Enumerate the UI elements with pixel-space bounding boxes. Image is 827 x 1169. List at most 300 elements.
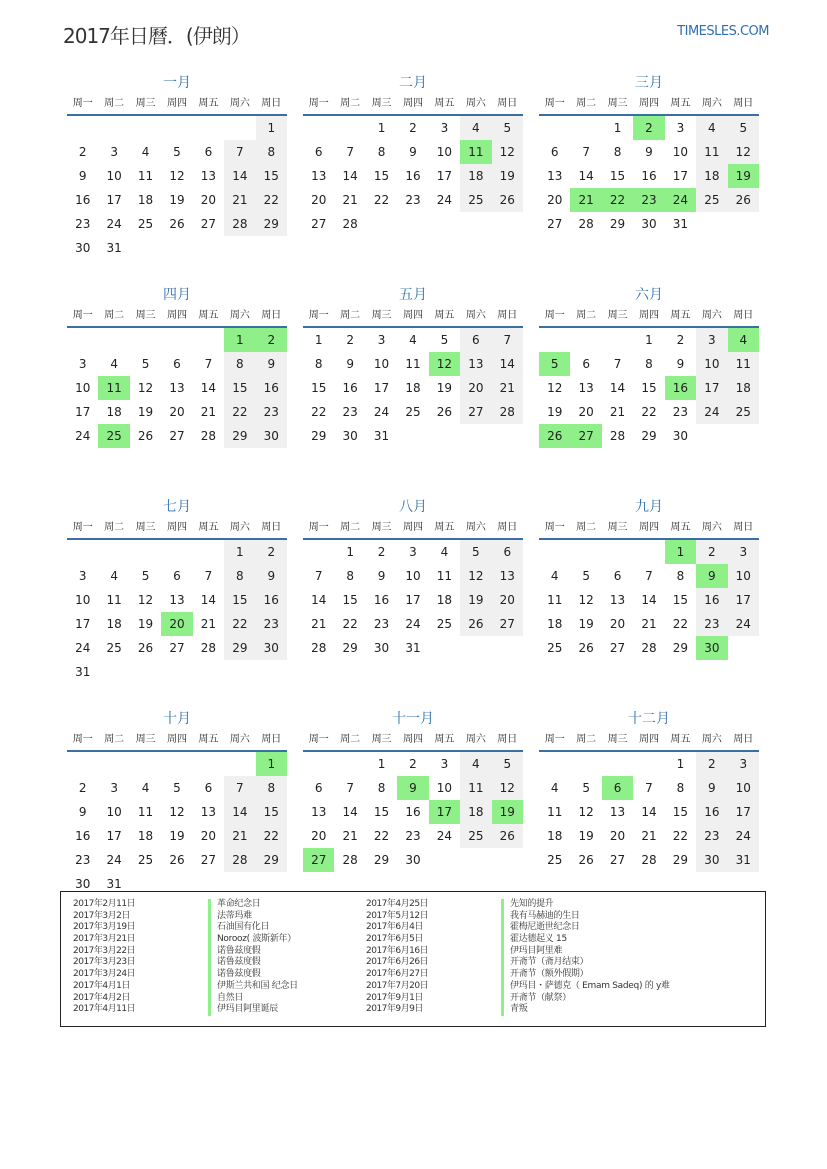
day-cell[interactable]: 28 [641, 853, 657, 867]
day-cell[interactable]: 2 [78, 145, 87, 159]
day-cell[interactable]: 24 [75, 429, 91, 443]
day-cell[interactable]: 5 [141, 357, 150, 371]
day-cell[interactable]: 22 [224, 400, 255, 424]
day-cell[interactable]: 8 [314, 357, 323, 371]
day-cell[interactable]: 6 [613, 569, 622, 583]
day-cell[interactable]: 31 [373, 429, 390, 443]
day-cell[interactable]: 27 [492, 612, 523, 636]
day-cell[interactable]: 2 [409, 757, 417, 771]
day-cell[interactable]: 26 [436, 405, 453, 419]
day-cell[interactable]: 16 [75, 193, 91, 207]
day-cell[interactable]: 22 [224, 612, 255, 636]
holiday-day-cell[interactable]: 17 [429, 800, 460, 824]
holiday-day-cell[interactable]: 25 [98, 424, 129, 448]
day-cell[interactable]: 16 [342, 381, 358, 395]
day-cell[interactable]: 26 [137, 429, 154, 443]
holiday-day-cell[interactable]: 27 [303, 848, 334, 872]
day-cell[interactable]: 29 [224, 424, 255, 448]
day-cell[interactable]: 6 [550, 145, 559, 159]
day-cell[interactable]: 28 [342, 217, 358, 231]
day-cell[interactable]: 3 [728, 540, 759, 564]
holiday-day-cell[interactable]: 4 [728, 328, 759, 352]
day-cell[interactable]: 16 [373, 593, 390, 607]
day-cell[interactable]: 22 [672, 829, 689, 843]
day-cell[interactable]: 4 [440, 545, 449, 559]
day-cell[interactable]: 16 [405, 169, 421, 183]
day-cell[interactable]: 16 [75, 829, 91, 843]
day-cell[interactable]: 12 [578, 593, 594, 607]
day-cell[interactable]: 19 [578, 829, 594, 843]
day-cell[interactable]: 22 [641, 405, 657, 419]
day-cell[interactable]: 29 [224, 636, 255, 660]
day-cell[interactable]: 6 [204, 145, 213, 159]
day-cell[interactable]: 16 [256, 376, 287, 400]
day-cell[interactable]: 26 [460, 612, 491, 636]
day-cell[interactable]: 31 [728, 848, 759, 872]
day-cell[interactable]: 13 [460, 352, 491, 376]
day-cell[interactable]: 18 [460, 800, 491, 824]
day-cell[interactable]: 23 [696, 824, 727, 848]
day-cell[interactable]: 1 [645, 333, 653, 347]
day-cell[interactable]: 20 [609, 829, 626, 843]
day-cell[interactable]: 13 [578, 381, 594, 395]
day-cell[interactable]: 1 [676, 757, 685, 771]
day-cell[interactable]: 31 [106, 877, 122, 891]
holiday-day-cell[interactable]: 1 [224, 328, 255, 352]
day-cell[interactable]: 10 [672, 145, 689, 159]
day-cell[interactable]: 4 [141, 781, 150, 795]
day-cell[interactable]: 6 [492, 540, 523, 564]
day-cell[interactable]: 2 [377, 545, 386, 559]
day-cell[interactable]: 17 [672, 169, 689, 183]
day-cell[interactable]: 7 [582, 145, 590, 159]
day-cell[interactable]: 24 [405, 617, 421, 631]
day-cell[interactable]: 20 [609, 617, 626, 631]
day-cell[interactable]: 21 [200, 617, 217, 631]
holiday-day-cell[interactable]: 30 [696, 636, 727, 660]
day-cell[interactable]: 7 [204, 569, 213, 583]
day-cell[interactable]: 14 [200, 593, 217, 607]
day-cell[interactable]: 9 [409, 145, 417, 159]
day-cell[interactable]: 1 [377, 757, 386, 771]
day-cell[interactable]: 25 [106, 641, 122, 655]
day-cell[interactable]: 9 [78, 805, 87, 819]
day-cell[interactable]: 13 [169, 381, 185, 395]
day-cell[interactable]: 8 [645, 357, 653, 371]
day-cell[interactable]: 25 [137, 853, 154, 867]
day-cell[interactable]: 22 [256, 188, 287, 212]
day-cell[interactable]: 21 [311, 617, 327, 631]
holiday-day-cell[interactable]: 5 [539, 352, 570, 376]
day-cell[interactable]: 30 [696, 848, 727, 872]
day-cell[interactable]: 9 [377, 569, 386, 583]
day-cell[interactable]: 30 [672, 429, 689, 443]
day-cell[interactable]: 12 [137, 593, 154, 607]
holiday-day-cell[interactable]: 6 [602, 776, 633, 800]
day-cell[interactable]: 22 [256, 824, 287, 848]
day-cell[interactable]: 27 [460, 400, 491, 424]
day-cell[interactable]: 31 [106, 241, 122, 255]
day-cell[interactable]: 2 [256, 540, 287, 564]
day-cell[interactable]: 9 [346, 357, 354, 371]
holiday-day-cell[interactable]: 26 [539, 424, 570, 448]
day-cell[interactable]: 12 [169, 169, 185, 183]
day-cell[interactable]: 21 [342, 829, 358, 843]
day-cell[interactable]: 18 [728, 376, 759, 400]
day-cell[interactable]: 13 [547, 169, 563, 183]
day-cell[interactable]: 27 [311, 217, 327, 231]
day-cell[interactable]: 19 [169, 193, 185, 207]
day-cell[interactable]: 21 [641, 617, 657, 631]
day-cell[interactable]: 19 [578, 617, 594, 631]
day-cell[interactable]: 9 [256, 564, 287, 588]
day-cell[interactable]: 6 [314, 145, 323, 159]
day-cell[interactable]: 18 [436, 593, 453, 607]
day-cell[interactable]: 26 [728, 188, 759, 212]
day-cell[interactable]: 9 [696, 776, 727, 800]
day-cell[interactable]: 27 [169, 429, 185, 443]
holiday-day-cell[interactable]: 24 [665, 188, 696, 212]
day-cell[interactable]: 14 [578, 169, 594, 183]
day-cell[interactable]: 18 [696, 164, 727, 188]
day-cell[interactable]: 11 [436, 569, 453, 583]
day-cell[interactable]: 10 [106, 169, 122, 183]
day-cell[interactable]: 4 [550, 569, 559, 583]
day-cell[interactable]: 24 [728, 612, 759, 636]
day-cell[interactable]: 6 [173, 569, 181, 583]
day-cell[interactable]: 9 [256, 352, 287, 376]
day-cell[interactable]: 29 [256, 212, 287, 236]
holiday-day-cell[interactable]: 11 [98, 376, 129, 400]
day-cell[interactable]: 17 [405, 593, 421, 607]
day-cell[interactable]: 3 [110, 781, 118, 795]
day-cell[interactable]: 5 [440, 333, 449, 347]
day-cell[interactable]: 15 [256, 800, 287, 824]
day-cell[interactable]: 23 [373, 617, 390, 631]
day-cell[interactable]: 14 [641, 805, 657, 819]
day-cell[interactable]: 7 [224, 140, 255, 164]
day-cell[interactable]: 30 [75, 877, 91, 891]
day-cell[interactable]: 31 [405, 641, 421, 655]
day-cell[interactable]: 8 [613, 145, 622, 159]
day-cell[interactable]: 29 [672, 641, 689, 655]
day-cell[interactable]: 25 [460, 188, 491, 212]
day-cell[interactable]: 18 [547, 829, 563, 843]
day-cell[interactable]: 7 [645, 569, 653, 583]
day-cell[interactable]: 24 [436, 193, 453, 207]
day-cell[interactable]: 3 [728, 752, 759, 776]
day-cell[interactable]: 10 [728, 564, 759, 588]
day-cell[interactable]: 3 [110, 145, 118, 159]
day-cell[interactable]: 15 [311, 381, 327, 395]
day-cell[interactable]: 2 [696, 752, 727, 776]
day-cell[interactable]: 17 [106, 193, 122, 207]
day-cell[interactable]: 28 [578, 217, 594, 231]
day-cell[interactable]: 23 [405, 193, 421, 207]
day-cell[interactable]: 20 [547, 193, 563, 207]
day-cell[interactable]: 5 [492, 752, 523, 776]
day-cell[interactable]: 11 [696, 140, 727, 164]
day-cell[interactable]: 3 [440, 757, 449, 771]
holiday-day-cell[interactable]: 11 [460, 140, 491, 164]
day-cell[interactable]: 21 [200, 405, 217, 419]
day-cell[interactable]: 23 [672, 405, 689, 419]
day-cell[interactable]: 23 [342, 405, 358, 419]
day-cell[interactable]: 24 [436, 829, 453, 843]
day-cell[interactable]: 2 [346, 333, 354, 347]
day-cell[interactable]: 30 [256, 636, 287, 660]
day-cell[interactable]: 17 [373, 381, 390, 395]
day-cell[interactable]: 9 [78, 169, 87, 183]
holiday-day-cell[interactable]: 2 [256, 328, 287, 352]
day-cell[interactable]: 18 [137, 193, 154, 207]
day-cell[interactable]: 24 [373, 405, 390, 419]
day-cell[interactable]: 8 [377, 145, 386, 159]
day-cell[interactable]: 27 [200, 853, 217, 867]
day-cell[interactable]: 14 [311, 593, 327, 607]
day-cell[interactable]: 18 [460, 164, 491, 188]
day-cell[interactable]: 24 [106, 853, 122, 867]
day-cell[interactable]: 14 [492, 352, 523, 376]
holiday-day-cell[interactable]: 2 [633, 116, 664, 140]
day-cell[interactable]: 10 [436, 781, 453, 795]
day-cell[interactable]: 22 [373, 193, 390, 207]
day-cell[interactable]: 29 [373, 853, 390, 867]
day-cell[interactable]: 15 [609, 169, 626, 183]
day-cell[interactable]: 13 [200, 169, 217, 183]
day-cell[interactable]: 27 [547, 217, 563, 231]
day-cell[interactable]: 23 [75, 217, 91, 231]
day-cell[interactable]: 28 [200, 429, 217, 443]
holiday-day-cell[interactable]: 1 [256, 752, 287, 776]
day-cell[interactable]: 28 [342, 853, 358, 867]
day-cell[interactable]: 10 [373, 357, 390, 371]
day-cell[interactable]: 17 [728, 588, 759, 612]
day-cell[interactable]: 15 [342, 593, 358, 607]
day-cell[interactable]: 27 [609, 641, 626, 655]
day-cell[interactable]: 1 [613, 121, 622, 135]
day-cell[interactable]: 22 [373, 829, 390, 843]
day-cell[interactable]: 19 [169, 829, 185, 843]
day-cell[interactable]: 21 [492, 376, 523, 400]
day-cell[interactable]: 15 [224, 376, 255, 400]
day-cell[interactable]: 4 [460, 752, 491, 776]
day-cell[interactable]: 4 [550, 781, 559, 795]
day-cell[interactable]: 16 [256, 588, 287, 612]
day-cell[interactable]: 4 [110, 357, 118, 371]
day-cell[interactable]: 31 [672, 217, 689, 231]
day-cell[interactable]: 24 [728, 824, 759, 848]
day-cell[interactable]: 1 [224, 540, 255, 564]
day-cell[interactable]: 29 [342, 641, 358, 655]
day-cell[interactable]: 15 [224, 588, 255, 612]
day-cell[interactable]: 19 [547, 405, 563, 419]
day-cell[interactable]: 10 [436, 145, 453, 159]
day-cell[interactable]: 28 [224, 848, 255, 872]
day-cell[interactable]: 29 [609, 217, 626, 231]
day-cell[interactable]: 30 [256, 424, 287, 448]
day-cell[interactable]: 14 [641, 593, 657, 607]
day-cell[interactable]: 15 [672, 593, 689, 607]
day-cell[interactable]: 27 [200, 217, 217, 231]
day-cell[interactable]: 24 [696, 400, 727, 424]
day-cell[interactable]: 16 [405, 805, 421, 819]
day-cell[interactable]: 13 [609, 593, 626, 607]
day-cell[interactable]: 5 [173, 145, 181, 159]
day-cell[interactable]: 7 [224, 776, 255, 800]
day-cell[interactable]: 11 [728, 352, 759, 376]
holiday-day-cell[interactable]: 23 [633, 188, 664, 212]
day-cell[interactable]: 26 [169, 217, 185, 231]
day-cell[interactable]: 28 [311, 641, 327, 655]
day-cell[interactable]: 8 [256, 140, 287, 164]
day-cell[interactable]: 6 [173, 357, 181, 371]
day-cell[interactable]: 21 [342, 193, 358, 207]
day-cell[interactable]: 1 [377, 121, 386, 135]
holiday-day-cell[interactable]: 22 [602, 188, 633, 212]
holiday-day-cell[interactable]: 20 [161, 612, 192, 636]
day-cell[interactable]: 17 [106, 829, 122, 843]
day-cell[interactable]: 14 [200, 381, 217, 395]
day-cell[interactable]: 20 [311, 829, 327, 843]
day-cell[interactable]: 1 [346, 545, 354, 559]
day-cell[interactable]: 28 [492, 400, 523, 424]
day-cell[interactable]: 8 [224, 564, 255, 588]
day-cell[interactable]: 10 [75, 593, 91, 607]
day-cell[interactable]: 25 [436, 617, 453, 631]
day-cell[interactable]: 25 [696, 188, 727, 212]
day-cell[interactable]: 20 [492, 588, 523, 612]
day-cell[interactable]: 18 [405, 381, 421, 395]
day-cell[interactable]: 15 [373, 805, 390, 819]
day-cell[interactable]: 4 [409, 333, 417, 347]
day-cell[interactable]: 3 [409, 545, 417, 559]
day-cell[interactable]: 12 [460, 564, 491, 588]
day-cell[interactable]: 25 [137, 217, 154, 231]
day-cell[interactable]: 15 [256, 164, 287, 188]
day-cell[interactable]: 8 [676, 569, 685, 583]
day-cell[interactable]: 3 [377, 333, 386, 347]
day-cell[interactable]: 26 [137, 641, 154, 655]
day-cell[interactable]: 5 [492, 116, 523, 140]
day-cell[interactable]: 11 [460, 776, 491, 800]
day-cell[interactable]: 3 [440, 121, 449, 135]
holiday-day-cell[interactable]: 12 [429, 352, 460, 376]
day-cell[interactable]: 9 [676, 357, 685, 371]
day-cell[interactable]: 12 [728, 140, 759, 164]
day-cell[interactable]: 13 [311, 805, 327, 819]
day-cell[interactable]: 13 [609, 805, 626, 819]
day-cell[interactable]: 9 [645, 145, 653, 159]
day-cell[interactable]: 7 [346, 781, 354, 795]
day-cell[interactable]: 21 [224, 188, 255, 212]
day-cell[interactable]: 2 [696, 540, 727, 564]
day-cell[interactable]: 19 [137, 405, 154, 419]
day-cell[interactable]: 10 [405, 569, 421, 583]
day-cell[interactable]: 28 [200, 641, 217, 655]
day-cell[interactable]: 14 [342, 805, 358, 819]
day-cell[interactable]: 22 [342, 617, 358, 631]
day-cell[interactable]: 19 [137, 617, 154, 631]
holiday-day-cell[interactable]: 27 [570, 424, 601, 448]
day-cell[interactable]: 4 [110, 569, 118, 583]
day-cell[interactable]: 30 [75, 241, 91, 255]
day-cell[interactable]: 30 [342, 429, 358, 443]
holiday-day-cell[interactable]: 19 [728, 164, 759, 188]
day-cell[interactable]: 24 [75, 641, 91, 655]
holiday-day-cell[interactable]: 19 [492, 800, 523, 824]
holiday-day-cell[interactable]: 9 [696, 564, 727, 588]
day-cell[interactable]: 12 [578, 805, 594, 819]
day-cell[interactable]: 1 [314, 333, 323, 347]
day-cell[interactable]: 14 [224, 800, 255, 824]
day-cell[interactable]: 7 [346, 145, 354, 159]
day-cell[interactable]: 18 [106, 405, 122, 419]
day-cell[interactable]: 25 [728, 400, 759, 424]
day-cell[interactable]: 17 [728, 800, 759, 824]
day-cell[interactable]: 14 [609, 381, 626, 395]
day-cell[interactable]: 10 [75, 381, 91, 395]
day-cell[interactable]: 20 [200, 193, 217, 207]
day-cell[interactable]: 21 [609, 405, 626, 419]
day-cell[interactable]: 1 [256, 116, 287, 140]
day-cell[interactable]: 18 [106, 617, 122, 631]
day-cell[interactable]: 23 [256, 400, 287, 424]
day-cell[interactable]: 17 [75, 617, 91, 631]
day-cell[interactable]: 19 [460, 588, 491, 612]
day-cell[interactable]: 25 [547, 641, 563, 655]
day-cell[interactable]: 26 [492, 824, 523, 848]
day-cell[interactable]: 5 [582, 781, 590, 795]
day-cell[interactable]: 16 [641, 169, 657, 183]
day-cell[interactable]: 29 [256, 848, 287, 872]
day-cell[interactable]: 8 [256, 776, 287, 800]
day-cell[interactable]: 23 [75, 853, 91, 867]
day-cell[interactable]: 25 [405, 405, 421, 419]
day-cell[interactable]: 8 [676, 781, 685, 795]
brand-logo-text[interactable]: TIMESLES.COM [677, 24, 769, 39]
day-cell[interactable]: 23 [696, 612, 727, 636]
day-cell[interactable]: 7 [314, 569, 323, 583]
day-cell[interactable]: 12 [137, 381, 154, 395]
day-cell[interactable]: 31 [75, 665, 91, 679]
day-cell[interactable]: 23 [256, 612, 287, 636]
day-cell[interactable]: 3 [696, 328, 727, 352]
day-cell[interactable]: 15 [641, 381, 657, 395]
day-cell[interactable]: 11 [137, 805, 154, 819]
day-cell[interactable]: 19 [492, 164, 523, 188]
day-cell[interactable]: 11 [405, 357, 421, 371]
day-cell[interactable]: 29 [641, 429, 657, 443]
day-cell[interactable]: 8 [377, 781, 386, 795]
day-cell[interactable]: 2 [676, 333, 685, 347]
day-cell[interactable]: 3 [78, 569, 87, 583]
day-cell[interactable]: 3 [78, 357, 87, 371]
day-cell[interactable]: 12 [492, 776, 523, 800]
day-cell[interactable]: 13 [169, 593, 185, 607]
day-cell[interactable]: 20 [169, 405, 185, 419]
day-cell[interactable]: 3 [676, 121, 685, 135]
day-cell[interactable]: 16 [696, 800, 727, 824]
day-cell[interactable]: 6 [204, 781, 213, 795]
day-cell[interactable]: 5 [173, 781, 181, 795]
day-cell[interactable]: 13 [492, 564, 523, 588]
day-cell[interactable]: 14 [342, 169, 358, 183]
day-cell[interactable]: 20 [311, 193, 327, 207]
day-cell[interactable]: 25 [547, 853, 563, 867]
day-cell[interactable]: 17 [696, 376, 727, 400]
day-cell[interactable]: 16 [696, 588, 727, 612]
